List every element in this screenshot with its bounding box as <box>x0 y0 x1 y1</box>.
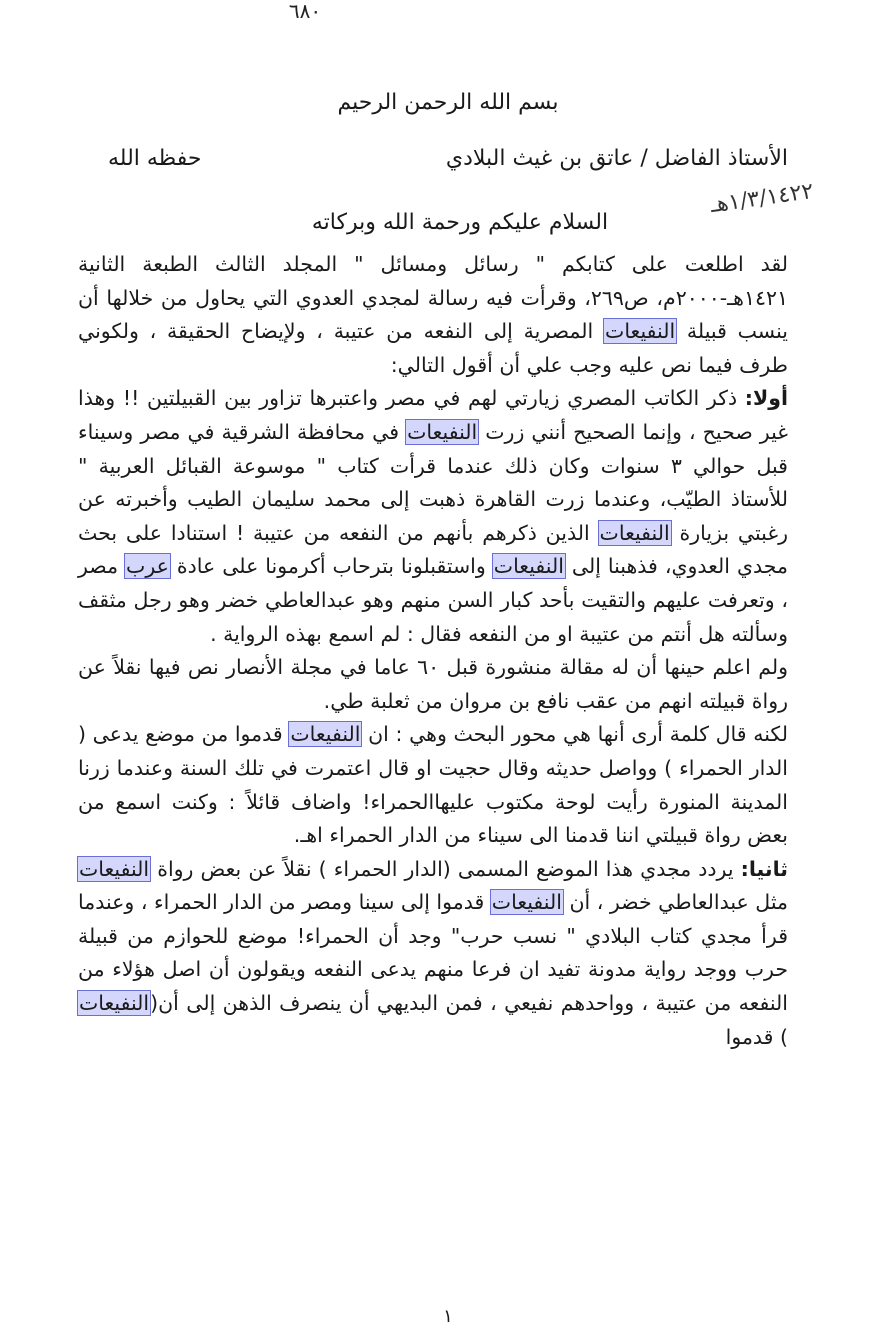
highlighted-term: النفيعات <box>493 554 564 579</box>
text-run: لكنه قال كلمة أرى أنها هي محور البحث وهي : ان <box>361 722 788 747</box>
highlighted-term: النفيعات <box>290 722 361 747</box>
text-run: ولم اعلم حينها أن له مقالة منشورة قبل ٦٠ عاما في مجلة الأنصار نص فيها نقلاً عن رواة قبيلته انهم من عقب نافع بن مروان من ثعلبة طي. <box>78 655 788 713</box>
blessing: حفظه الله <box>108 146 202 171</box>
text-run: يردد مجدي هذا الموضع المسمى (الدار الحمراء ) نقلاً عن بعض رواة <box>150 856 741 881</box>
text-run: واستقبلونا بترحاب أكرمونا على عادة <box>169 554 493 579</box>
text-run: ) قدموا <box>725 1024 788 1049</box>
text-run: مثل عبدالعاطي خضر ، أن <box>562 890 789 915</box>
highlighted-term: عرب <box>126 554 169 579</box>
paragraph-second <box>78 853 788 1055</box>
highlighted-term: النفيعات <box>599 520 670 545</box>
highlighted-term: النفيعات <box>79 856 150 881</box>
paragraph-ansar <box>78 651 788 718</box>
text-run: المصرية إلى النفعه من عتيبة ، ولإيضاح الحقيقة ، ولكوني طرف فيما نص عليه وجب علي أن أقول التالي: <box>78 319 788 377</box>
highlighted-term: النفيعات <box>491 890 562 915</box>
text-run: قدموا من موضع يدعى ( الدار الحمراء ) وواصل حديثه وقال حجيت او قال اعتمرت في تلك السنة وعندما زرنا المدينة المنورة رأيت لوحة مكتوب عليهاالحمراء! واضاف قائلاً : وكنت اسمع من بعض رواة قبيلتي اننا قدمنا الى سيناء من الدار الحمراء اهـ. <box>78 722 788 848</box>
addressee: الأستاذ الفاضل / عاتق بن غيث البلادي <box>445 146 788 171</box>
paragraph-red-house <box>78 718 788 852</box>
top-page-mark: ٦٨٠ <box>288 0 322 23</box>
page-number: ١ <box>443 1306 453 1327</box>
highlighted-term: النفيعات <box>407 419 478 444</box>
text-run: الذين ذكرهم بأنهم من النفعه من عتيبة ! استنادا على بحث مجدي العدوي، فذهبنا إلى <box>78 520 788 579</box>
basmala: بسم الله الرحمن الرحيم <box>337 90 559 115</box>
paragraph-intro <box>78 248 788 382</box>
highlighted-term: النفيعات <box>605 319 676 344</box>
text-run: لقد اطلعت على كتابكم " رسائل ومسائل " المجلد الثالث الطبعة الثانية ١٤٢١هـ-٢٠٠٠م، ص٢٦٩، وقرأت فيه رسالة لمجدي العدوي التي يحاول من خلالها أن ينسب قبيلة <box>78 252 788 344</box>
text-run: في محافظة الشرقية في مصر وسيناء قبل حوالي ٣ سنوات وكان ذلك عندما قرأت كتاب " موسوعة القبائل العربية " للأستاذ الطيّب، وعندما زرت القاهرة ذهبت إلى محمد سليمان الطيب وأخبرته عن رغبتي بزيارة <box>78 419 788 545</box>
highlighted-term: النفيعات <box>79 991 150 1016</box>
handwritten-date: ١/٣/١٤٢٢هـ <box>708 178 816 219</box>
paragraph-lead: ثانيا: <box>740 856 788 881</box>
address-line <box>108 144 788 178</box>
text-run: قدموا إلى سينا ومصر من الدار الحمراء ، وعندما قرأ مجدي كتاب البلادي " نسب حرب" وجد أن الحمراء! موضع للحوازم من قبيلة حرب ووجد رواية مدونة تفيد ان فرعا منهم يدعى النفعه ويقولون أن اصل هؤلاء من النفعه من عتيبة ، وواحدهم نفيعي ، فمن البديهي أن ينصرف الذهن إلى أن( <box>78 890 788 1016</box>
paragraph-first <box>78 382 788 651</box>
greeting: السلام عليكم ورحمة الله وبركاته <box>311 210 609 235</box>
letter-body <box>78 248 788 1054</box>
text-run: ذكر الكاتب المصري زيارتي لهم في مصر واعتبرها تزاور بين القبيلتين !! وهذا غير صحيح ، وإنما الصحيح أنني زرت <box>78 386 788 444</box>
text-run: مصر ، وتعرفت عليهم والتقيت بأحد كبار السن منهم وهو عبدالعاطي خضر وهو رجل مثقف وسألته هل أنتم من عتيبة او من النفعه فقال : لم اسمع بهذه الرواية . <box>78 554 788 646</box>
paragraph-lead: أولا: <box>744 386 788 411</box>
